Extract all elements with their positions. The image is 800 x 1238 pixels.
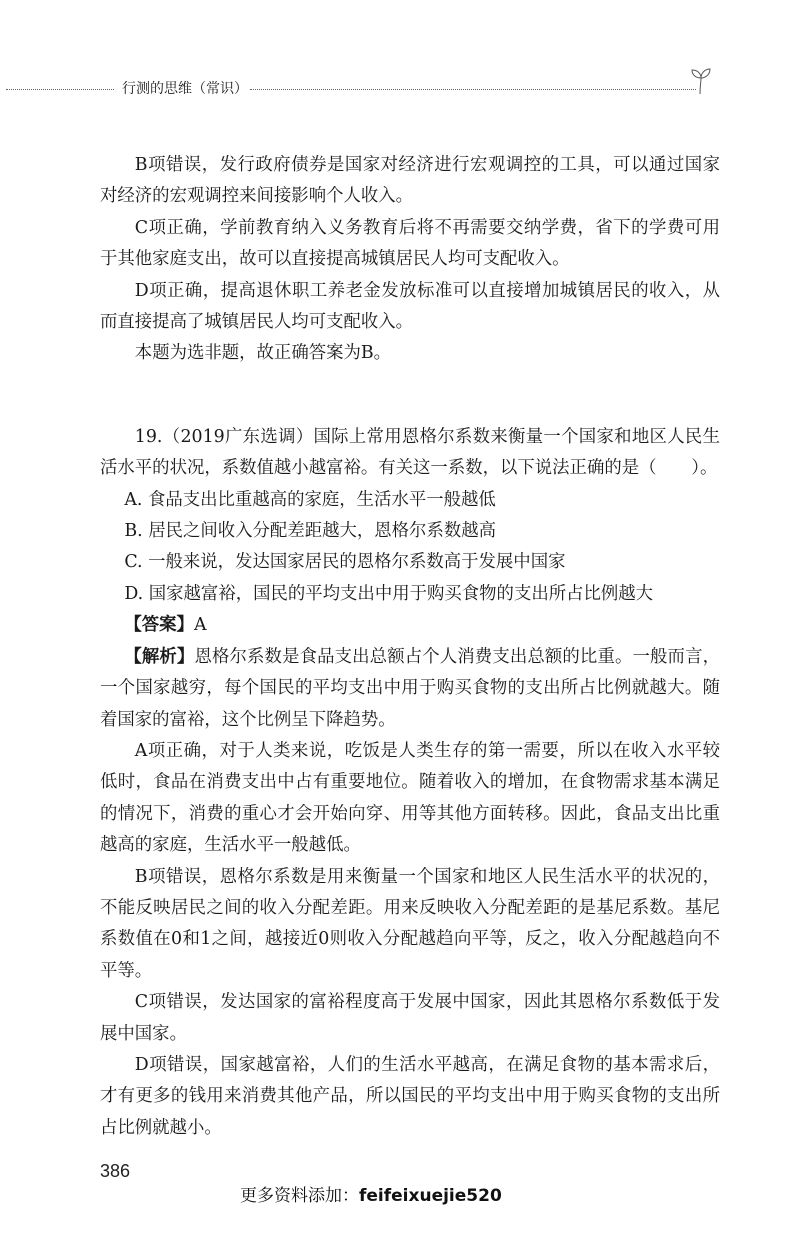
question-stem: 19.（2019广东选调）国际上常用恩格尔系数来衡量一个国家和地区人民生活水平的状况，系数值越小越富裕。有关这一系数，以下说法正确的是（ ）。 — [100, 426, 720, 479]
header-title: 行测的思维（常识） — [118, 78, 252, 98]
option-d: D. 国家越富裕，国民的平均支出中用于购买食物的支出所占比例越大 — [124, 583, 654, 604]
header-rule-right — [250, 89, 696, 90]
running-header — [6, 78, 711, 98]
explanation-paragraph: D项错误，国家越富裕，人们的生活水平越高，在满足食物的基本需求后，才有更多的钱用来消费其他产品，所以国民的平均支出中用于购买食物的支出所占比例就越小。 — [100, 1054, 720, 1138]
option-a: A. 食品支出比重越高的家庭，生活水平一般越低 — [124, 489, 496, 510]
explanation-paragraph: D项正确，提高退休职工养老金发放标准可以直接增加城镇居民的收入，从而直接提高了城镇居民人均可支配收入。 — [100, 280, 720, 333]
answer-value: A — [193, 615, 207, 636]
header-rule-left — [6, 89, 114, 90]
sprout-icon — [688, 66, 714, 96]
explanation-paragraph: B项错误，恩格尔系数是用来衡量一个国家和地区人民生活水平的状况的，不能反映居民之间的收入分配差距。用来反映收入分配差距的是基尼系数。基尼系数值在0和1之间，越接近0则收入分配越趋向平等，反之，收入分配越趋向不平等。 — [100, 866, 720, 981]
explanation-paragraph: A项正确，对于人类来说，吃饭是人类生存的第一需要，所以在收入水平较低时，食品在消费支出中占有重要地位。随着收入的增加，在食物需求基本满足的情况下，消费的重心才会开始向穿、用等其他方面转移。因此，食品支出比重越高的家庭，生活水平一般越低。 — [100, 740, 720, 856]
explanation-paragraph: B项错误，发行政府债券是国家对经济进行宏观调控的工具，可以通过国家对经济的宏观调控来间接影响个人收入。 — [100, 155, 720, 207]
analysis-text: 恩格尔系数是食品支出总额占个人消费支出总额的比重。一般而言，一个国家越穷，每个国民的平均支出中用于购买食物的支出所占比例就越大。随着国家的富裕，这个比例呈下降趋势。 — [100, 646, 720, 730]
option-b: B. 居民之间收入分配差距越大，恩格尔系数越高 — [124, 521, 497, 542]
analysis-label: 【解析】 — [124, 646, 195, 667]
footer-note — [240, 1184, 720, 1208]
footer-note-id: feifeixuejie520 — [359, 1186, 502, 1207]
previous-question-explanation — [100, 150, 720, 370]
analysis-paragraph — [100, 642, 720, 736]
conclusion-paragraph: 本题为选非题，故正确答案为B。 — [134, 343, 392, 364]
question-19 — [100, 422, 720, 1144]
answer-line — [100, 610, 720, 641]
explanation-paragraph: C项错误，发达国家的富裕程度高于发展中国家，因此其恩格尔系数低于发展中国家。 — [100, 992, 720, 1044]
page-number: 386 — [100, 1161, 131, 1182]
option-c: C. 一般来说，发达国家居民的恩格尔系数高于发展中国家 — [124, 552, 566, 573]
answer-label: 【答案】 — [124, 615, 194, 636]
explanation-paragraph: C项正确，学前教育纳入义务教育后将不再需要交纳学费，省下的学费可用于其他家庭支出，故可以直接提高城镇居民人均可支配收入。 — [100, 217, 720, 270]
footer-note-label: 更多资料添加： — [240, 1186, 359, 1207]
